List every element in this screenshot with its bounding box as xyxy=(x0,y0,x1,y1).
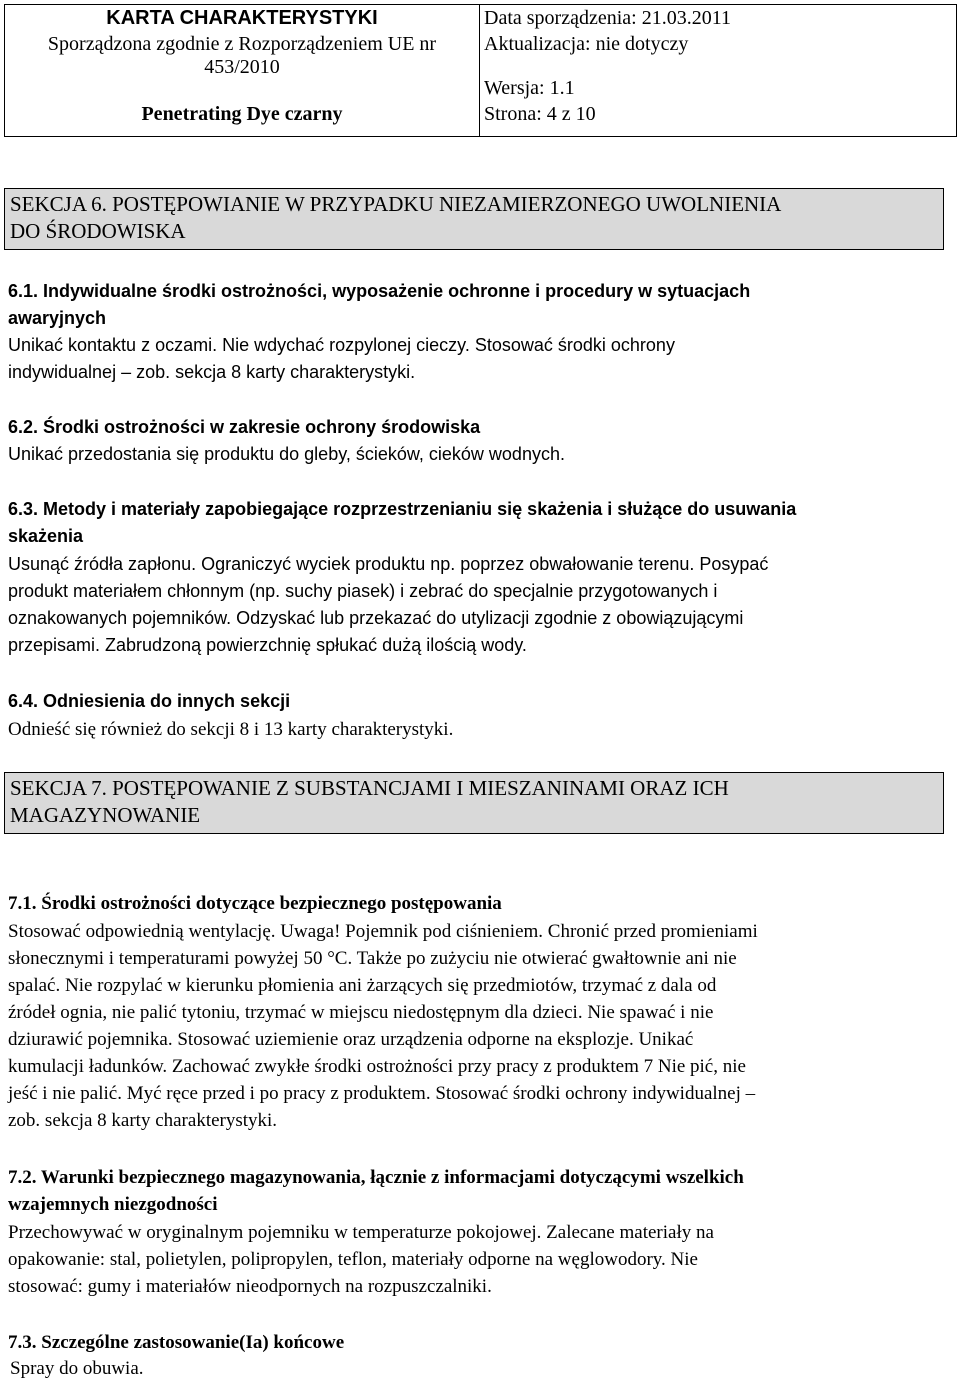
section-6-title: SEKCJA 6. POSTĘPOWIANIE W PRZYPADKU NIEZAMIERZONEGO UWOLNIENIA DO ŚRODOWISKA xyxy=(4,188,944,250)
section-6-2-text: Unikać przedostania się produktu do gleby, ścieków, cieków wodnych. xyxy=(8,444,565,464)
section-7-2-text: Przechowywać w oryginalnym pojemniku w temperaturze pokojowej. Zalecane materiały na opakowanie: stal, polietylen, polipropylen, teflon, materiały odporne na węglowodory. Nie stosować: gumy i materiałów nieodpornych na rozpuszczalniki. xyxy=(8,1222,714,1297)
section-6-1-heading: 6.1. Indywidualne środki ostrożności, wyposażenie ochronne i procedury w sytuacjach awaryjnych xyxy=(8,281,751,328)
section-7-3-heading: 7.3. Szczególne zastosowanie(Ia) końcowe xyxy=(8,1332,345,1353)
section-7-1-text: Stosować odpowiednią wentylację. Uwaga! Pojemnik pod ciśnieniem. Chronić przed promieniami słonecznymi i temperaturami powyżej 50 °C. Także po zużyciu nie otwierać gwałtownie ani nie spalać. Nie rozpylać w kierunku płomienia ani żarzących się przedmiotów, trzymać z dala od źródeł ognia, nie palić tytoniu, trzymać w miejscu niedostępnym dla dzieci. Nie spawać i nie dziurawić pojemnika. Stosować uziemienie oraz urządzenia odporne na eksplozje. Unikać kumulacji ładunków. Zachować zwykłe środki ostrożności przy pracy z produktem 7 Nie pić, nie jeść i nie palić. Myć ręce przed i po pracy z produktem. Stosować środki ochrony indywidualnej – zob. sekcja 8 karty charakterystyki. xyxy=(8,921,758,1131)
page-number: Strona: 4 z 10 xyxy=(484,103,596,125)
document-header xyxy=(4,4,957,137)
section-7-3-text: Spray do obuwia. xyxy=(10,1358,144,1379)
section-7-2-heading: 7.2. Warunki bezpiecznego magazynowania, łącznie z informacjami dotyczącymi wszelkich wzajemnych niezgodności xyxy=(8,1167,744,1215)
regulation-line-2: 453/2010 xyxy=(204,56,280,78)
version: Wersja: 1.1 xyxy=(484,77,575,99)
section-6-3-text: Usunąć źródła zapłonu. Ograniczyć wyciek produktu np. poprzez obwałowanie terenu. Posypać produkt materiałem chłonnym (np. suchy piasek) i zebrać do specjalnie przygotowanych i oznakowanych pojemników. Odzyskać lub przekazać do utylizacji zgodnie z obowiązującymi przepisami. Zabrudzoną powierzchnię spłukać dużą ilością wody. xyxy=(8,554,769,655)
section-6-4-heading: 6.4. Odniesienia do innych sekcji xyxy=(8,691,291,711)
product-name: Penetrating Dye czarny xyxy=(141,103,343,125)
regulation-line-1: Sporządzona zgodnie z Rozporządzeniem UE nr xyxy=(47,33,437,55)
header-right-cell xyxy=(480,5,957,137)
section-6-3-heading: 6.3. Metody i materiały zapobiegające rozprzestrzenianiu się skażenia i służące do usuwania skażenia xyxy=(8,499,797,546)
date-created: Data sporządzenia: 21.03.2011 xyxy=(484,7,731,29)
section-7-title: SEKCJA 7. POSTĘPOWANIE Z SUBSTANCJAMI I MIESZANINAMI ORAZ ICH MAGAZYNOWANIE xyxy=(4,772,944,834)
section-7-1-heading: 7.1. Środki ostrożności dotyczące bezpiecznego postępowania xyxy=(8,893,502,914)
document-title: KARTA CHARAKTERYSTYKI xyxy=(106,7,378,29)
header-left-cell xyxy=(5,5,480,137)
update-status: Aktualizacja: nie dotyczy xyxy=(484,33,689,55)
section-6-1-text: Unikać kontaktu z oczami. Nie wdychać rozpylonej cieczy. Stosować środki ochrony indywidualnej – zob. sekcja 8 karty charakterystyki. xyxy=(8,335,675,382)
section-6-4-text: Odnieść się również do sekcji 8 i 13 karty charakterystyki. xyxy=(8,719,454,740)
section-6-2-heading: 6.2. Środki ostrożności w zakresie ochrony środowiska xyxy=(8,417,481,437)
